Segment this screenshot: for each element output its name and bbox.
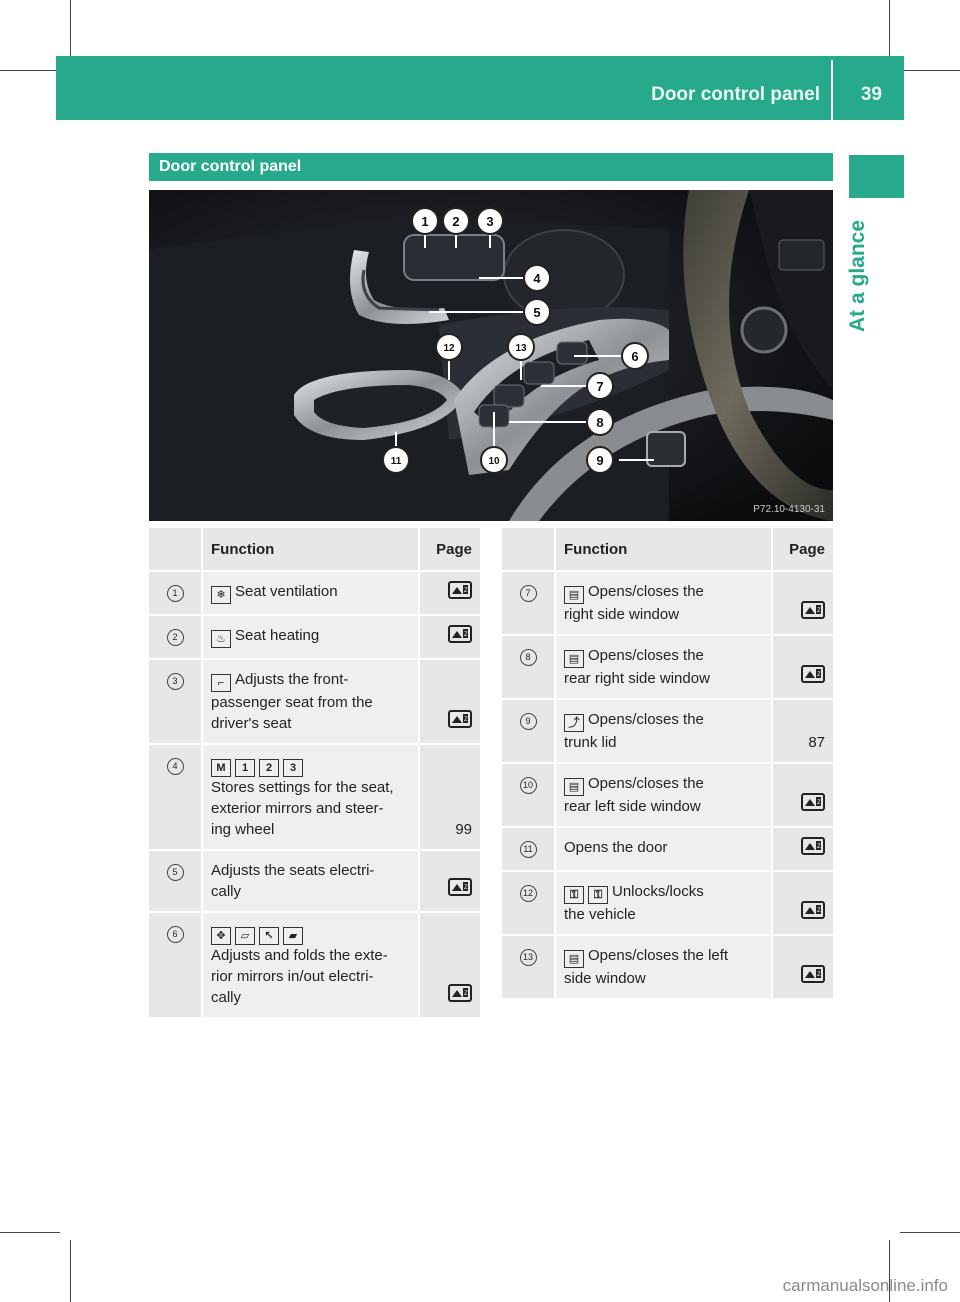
function-text: Seat ventilation [235, 583, 338, 600]
table-row [149, 913, 480, 1019]
svg-text:13: 13 [515, 343, 527, 354]
mirror-right-icon: ▱ [235, 927, 255, 945]
page-reference [801, 601, 825, 625]
row-function [556, 572, 771, 636]
callout-number: 13 [520, 949, 537, 966]
symbol-group [211, 756, 307, 773]
row-number [502, 636, 556, 700]
row-page [418, 913, 480, 1019]
table-row [149, 851, 480, 913]
row-number [149, 913, 203, 1019]
function-table-right [502, 528, 833, 1000]
svg-text:3: 3 [486, 214, 494, 229]
watermark: carmanualsonline.info [782, 1276, 948, 1295]
figure-code: P72.10-4130-31 [753, 504, 825, 515]
memory-key: M [211, 759, 231, 777]
header-page: Page [418, 528, 480, 572]
svg-text:Z: Z [464, 632, 468, 638]
chapter-label [838, 210, 878, 350]
callout-number: 7 [520, 585, 537, 602]
function-text: Adjusts the front- [235, 671, 349, 688]
page-reference [801, 965, 825, 989]
function-text: Adjusts the seats electri- [211, 862, 375, 879]
callout-12 [436, 334, 462, 360]
callout-number: 8 [520, 649, 537, 666]
callout-9 [587, 447, 613, 473]
header-function: Function [556, 528, 771, 572]
row-number [502, 872, 556, 936]
function-text: Opens/closes the [588, 583, 704, 600]
row-page [418, 745, 480, 851]
header-title: Door control panel [651, 84, 820, 105]
svg-text:Z: Z [464, 885, 468, 891]
table-row [149, 660, 480, 745]
symbol-group [564, 775, 588, 792]
page-header [56, 56, 904, 120]
callout-3 [477, 208, 503, 234]
svg-text:10: 10 [488, 456, 500, 467]
svg-text:9: 9 [596, 453, 604, 468]
row-number [149, 572, 203, 616]
row-function [203, 660, 418, 745]
callout-number: 3 [167, 673, 184, 690]
header-page: Page [771, 528, 833, 572]
function-text: rior mirrors in/out electri- [211, 968, 374, 985]
row-page [418, 616, 480, 660]
row-number [149, 660, 203, 745]
symbol-group [564, 711, 588, 728]
callout-number: 12 [520, 885, 537, 902]
function-text: Opens/closes the [588, 647, 704, 664]
row-page [771, 764, 833, 828]
door-panel-photo [149, 190, 833, 521]
svg-text:Z: Z [817, 908, 821, 914]
table-row [502, 572, 833, 636]
trunk-icon: ⤴ [564, 714, 584, 732]
row-number [502, 764, 556, 828]
header-divider [831, 60, 833, 120]
mirror-fold-icon: ↖ [259, 927, 279, 945]
function-text: Opens/closes the [588, 711, 704, 728]
callout-5 [524, 299, 550, 325]
row-function [556, 828, 771, 872]
table-body-left [149, 572, 480, 1019]
callout-13 [508, 334, 534, 360]
section-title: Door control panel [149, 153, 833, 181]
page-reference-icon [801, 665, 825, 683]
crop-mark [70, 1240, 71, 1302]
function-text: Unlocks/locks [612, 883, 704, 900]
function-text: Stores settings for the seat, [211, 779, 394, 796]
page-reference-icon [801, 837, 825, 855]
symbol-group [211, 583, 235, 600]
function-text: passenger seat from the [211, 694, 373, 711]
page-reference [801, 901, 825, 925]
function-text: driver's seat [211, 715, 292, 732]
page-reference [448, 878, 472, 902]
memory-key: 3 [283, 759, 303, 777]
svg-text:2: 2 [452, 214, 460, 229]
page-reference [448, 710, 472, 734]
table-body-right [502, 572, 833, 1000]
page-reference-icon [448, 581, 472, 599]
row-number [149, 851, 203, 913]
table-header-row [502, 528, 833, 572]
function-table-left [149, 528, 480, 1019]
header-function: Function [203, 528, 418, 572]
function-text: exterior mirrors and steer- [211, 800, 384, 817]
page-number: 39 [860, 84, 882, 105]
callout-number: 1 [167, 585, 184, 602]
table-row [149, 616, 480, 660]
callout-number: 10 [520, 777, 537, 794]
window-icon: ▤ [564, 950, 584, 968]
row-function [203, 851, 418, 913]
row-page [771, 828, 833, 872]
seat-vent-icon: ❄ [211, 586, 231, 604]
row-function [556, 636, 771, 700]
header-num [149, 528, 203, 572]
page-reference-icon [448, 710, 472, 728]
crop-mark [889, 0, 890, 60]
door-panel-illustration [149, 190, 833, 521]
svg-text:4: 4 [533, 271, 541, 286]
crop-mark [0, 70, 60, 71]
function-text: side window [564, 970, 646, 987]
row-function [556, 764, 771, 828]
table-row [502, 700, 833, 764]
header-num [502, 528, 556, 572]
function-text: the vehicle [564, 906, 636, 923]
svg-text:12: 12 [443, 343, 455, 354]
chapter-tab [849, 155, 904, 198]
callout-number: 6 [167, 926, 184, 943]
window-icon: ▤ [564, 650, 584, 668]
callout-2 [443, 208, 469, 234]
row-page [418, 660, 480, 745]
svg-text:1: 1 [421, 214, 429, 229]
table-row [502, 636, 833, 700]
function-text: Opens/closes the left [588, 947, 729, 964]
row-function [556, 936, 771, 1000]
function-text: ing wheel [211, 821, 275, 838]
seat-heat-icon: ♨ [211, 630, 231, 648]
row-number [149, 745, 203, 851]
callout-10 [481, 447, 507, 473]
function-text: cally [211, 989, 242, 1006]
crop-mark [900, 1232, 960, 1233]
function-text: trunk lid [564, 734, 617, 751]
symbol-group [211, 924, 307, 941]
lock-icon: ⚿ [588, 886, 608, 904]
memory-key: 1 [235, 759, 255, 777]
row-number [502, 572, 556, 636]
row-number [502, 936, 556, 1000]
page-reference-icon [801, 901, 825, 919]
memory-key: 2 [259, 759, 279, 777]
table-row [502, 936, 833, 1000]
mirror-left-icon: ▰ [283, 927, 303, 945]
page-reference [801, 665, 825, 689]
table-header-row [149, 528, 480, 572]
page-reference-icon [448, 878, 472, 896]
unlock-icon: ⚿ [564, 886, 584, 904]
page-reference-icon [448, 625, 472, 643]
svg-text:Z: Z [817, 844, 821, 850]
svg-text:11: 11 [390, 456, 402, 467]
callout-6 [622, 343, 648, 369]
page-number-ref: 87 [808, 734, 825, 751]
function-text: Adjusts and folds the exte- [211, 947, 388, 964]
svg-text:Z: Z [464, 991, 468, 997]
svg-text:7: 7 [596, 379, 604, 394]
symbol-group [211, 627, 235, 644]
function-text: rear left side window [564, 798, 701, 815]
row-function [203, 913, 418, 1019]
row-number [149, 616, 203, 660]
function-text: Opens/closes the [588, 775, 704, 792]
page-reference [448, 625, 472, 649]
symbol-group [564, 647, 588, 664]
function-text: cally [211, 883, 242, 900]
svg-text:8: 8 [596, 415, 604, 430]
callout-11 [383, 447, 409, 473]
svg-text:Z: Z [817, 608, 821, 614]
page-reference-icon [801, 965, 825, 983]
row-function [203, 616, 418, 660]
svg-text:Z: Z [817, 672, 821, 678]
svg-text:Z: Z [464, 717, 468, 723]
row-number [502, 700, 556, 764]
function-text: Seat heating [235, 627, 320, 644]
function-text: right side window [564, 606, 680, 623]
symbol-group [564, 583, 588, 600]
table-row [502, 872, 833, 936]
callout-number: 9 [520, 713, 537, 730]
row-page [771, 572, 833, 636]
callout-4 [524, 265, 550, 291]
callout-number: 4 [167, 758, 184, 775]
function-text: Opens the door [564, 839, 668, 856]
svg-text:6: 6 [631, 349, 639, 364]
svg-text:5: 5 [533, 305, 541, 320]
table-row [502, 828, 833, 872]
symbol-group [564, 883, 612, 900]
page-number-ref: 99 [455, 821, 472, 838]
page-reference-icon [801, 601, 825, 619]
table-row [149, 572, 480, 616]
window-icon: ▤ [564, 586, 584, 604]
row-number [502, 828, 556, 872]
callout-number: 11 [520, 841, 537, 858]
callout-1 [412, 208, 438, 234]
svg-text:Z: Z [817, 972, 821, 978]
window-icon: ▤ [564, 778, 584, 796]
row-function [556, 872, 771, 936]
table-row [502, 764, 833, 828]
row-page [771, 872, 833, 936]
row-page [418, 851, 480, 913]
page-reference-icon [801, 793, 825, 811]
page-reference [801, 837, 825, 861]
page-reference [801, 793, 825, 817]
svg-text:Z: Z [464, 588, 468, 594]
crop-mark [900, 70, 960, 71]
mirror-adjust-icon: ✥ [211, 927, 231, 945]
callout-number: 5 [167, 864, 184, 881]
page-reference [448, 581, 472, 605]
page-reference [448, 984, 472, 1008]
chapter-label-text: At a glance [846, 219, 869, 332]
crop-mark [70, 0, 71, 60]
function-text: rear right side window [564, 670, 710, 687]
row-page [418, 572, 480, 616]
row-page [771, 936, 833, 1000]
seat-passenger-icon: ⌐ [211, 674, 231, 692]
row-page [771, 700, 833, 764]
callout-number: 2 [167, 629, 184, 646]
row-function [203, 745, 418, 851]
symbol-group [564, 947, 588, 964]
row-function [556, 700, 771, 764]
svg-text:Z: Z [817, 800, 821, 806]
callout-7 [587, 373, 613, 399]
page-reference-icon [448, 984, 472, 1002]
row-function [203, 572, 418, 616]
table-row [149, 745, 480, 851]
callout-8 [587, 409, 613, 435]
symbol-group [211, 671, 235, 688]
row-page [771, 636, 833, 700]
crop-mark [0, 1232, 60, 1233]
